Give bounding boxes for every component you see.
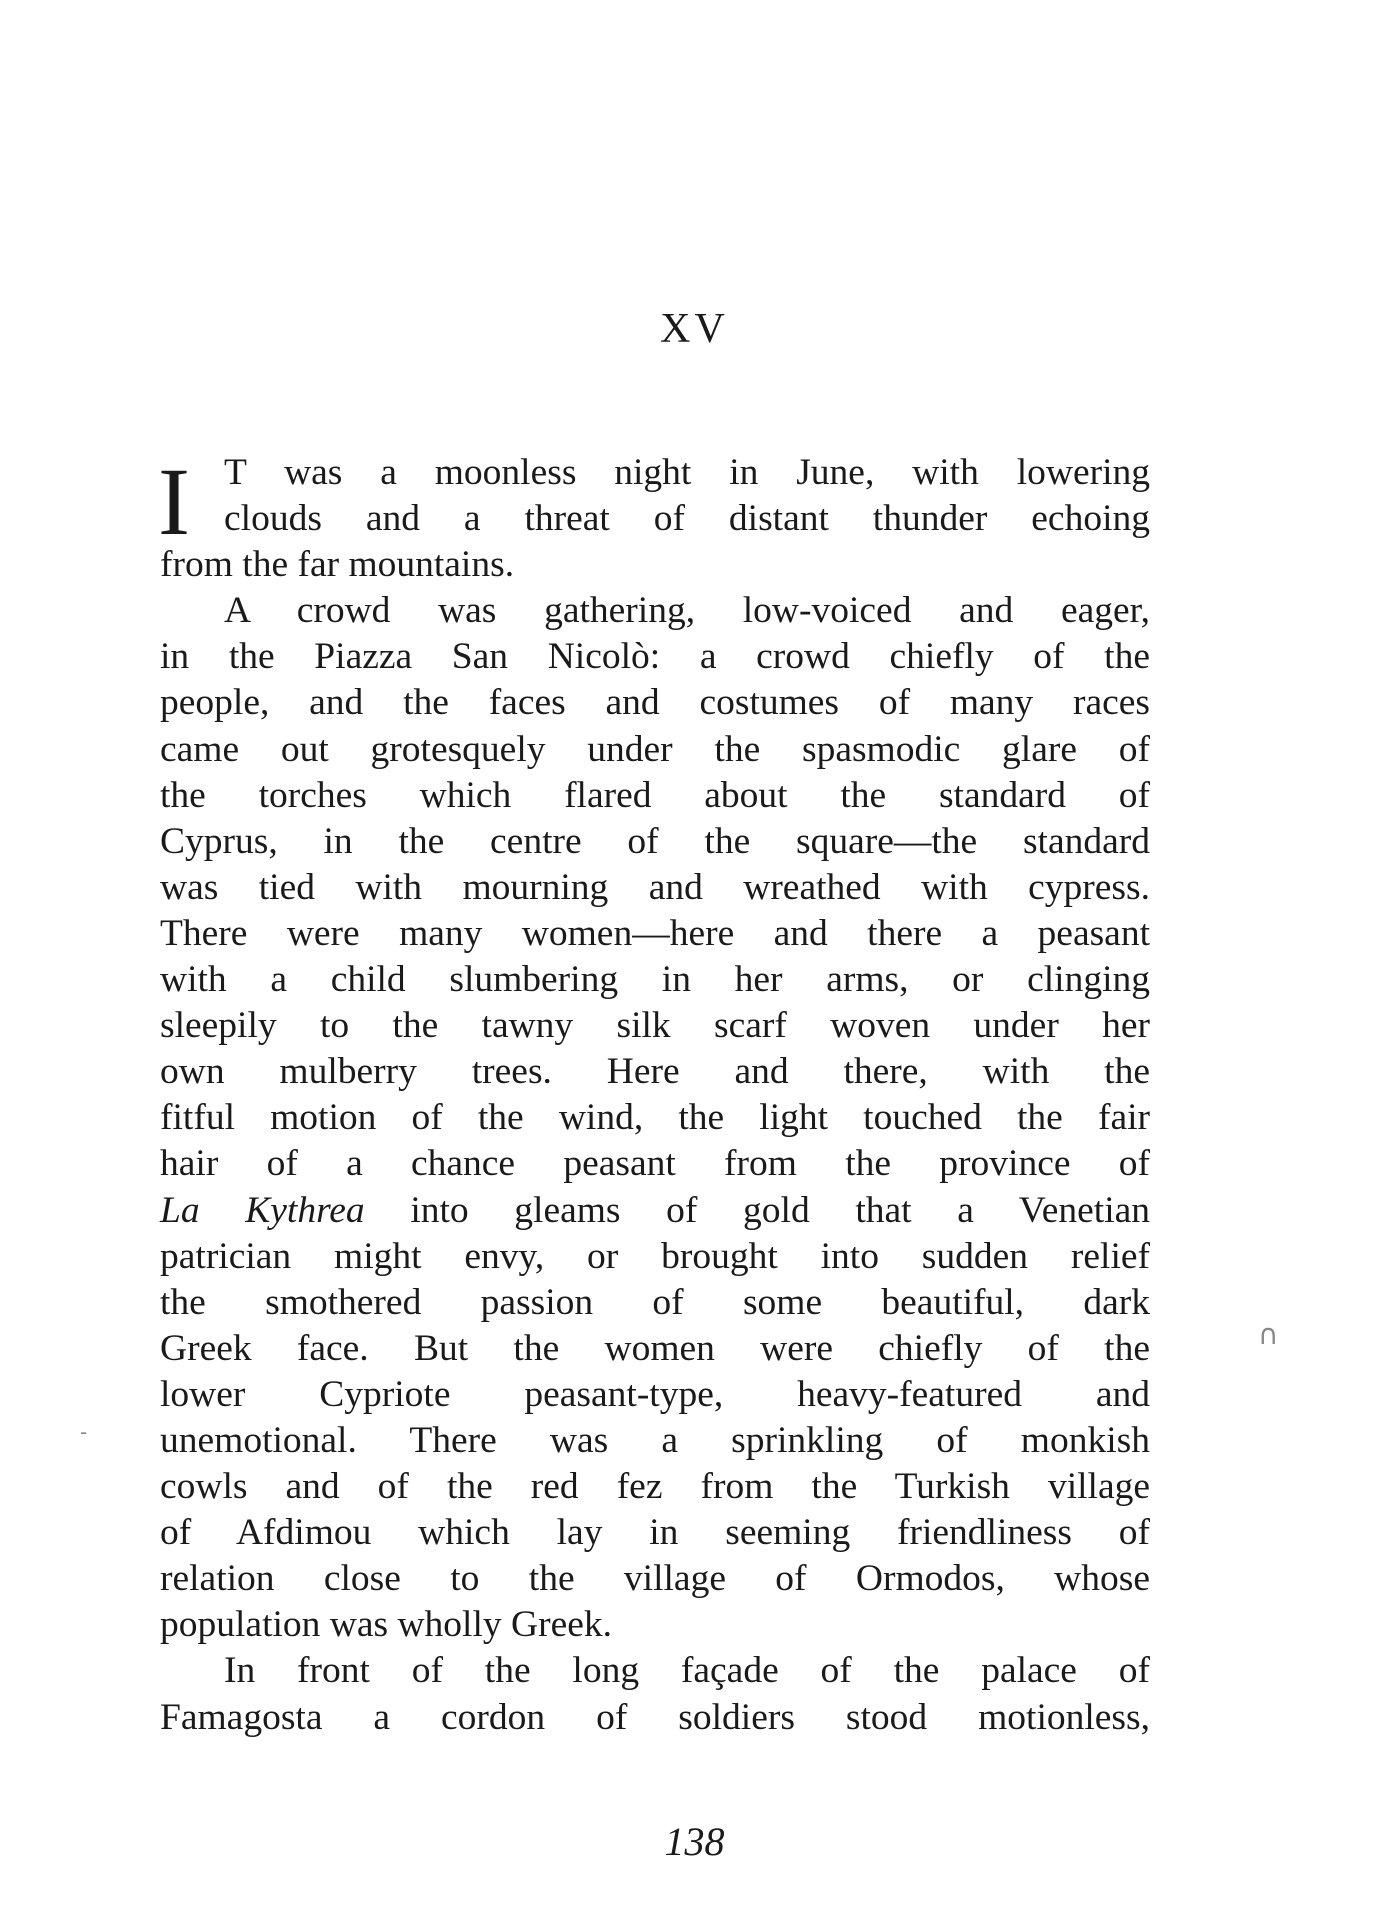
drop-cap: I: [158, 448, 190, 555]
scan-mark: ∩: [1258, 1318, 1279, 1351]
text-line: lower Cypriote peasant-type, heavy-featured and: [160, 1373, 1150, 1415]
text-line: In front of the long façade of the palace of: [224, 1650, 1150, 1692]
scan-mark: -: [80, 1420, 88, 1444]
text-line: hair of a chance peasant from the province of: [160, 1143, 1150, 1185]
text-line: of Afdimou which lay in seeming friendliness of: [160, 1512, 1150, 1554]
text-line: Famagosta a cordon of soldiers stood motionless,: [160, 1696, 1150, 1738]
text-line: T was a moonless night in June, with lowering: [224, 452, 1150, 493]
text-line: from the far mountains.: [160, 544, 515, 586]
text-line: with a child slumbering in her arms, or clinging: [160, 959, 1150, 1001]
body-text: [160, 450, 1150, 1741]
paragraph-2: [160, 588, 1150, 1648]
text-line: people, and the faces and costumes of many races: [160, 682, 1150, 724]
text-line: relation close to the village of Ormodos, whose: [160, 1558, 1150, 1600]
text-line: There were many women—here and there a peasant: [160, 912, 1150, 954]
text-line: cowls and of the red fez from the Turkish village: [160, 1466, 1150, 1508]
text-line: the smothered passion of some beautiful, dark: [160, 1281, 1150, 1323]
text-line: in the Piazza San Nicolò: a crowd chiefly of the: [160, 636, 1150, 678]
text-fragment: into gleams of gold that a Venetian: [410, 1189, 1151, 1231]
text-line: population was wholly Greek.: [160, 1604, 612, 1646]
paragraph-3: [160, 1648, 1150, 1740]
text-line: sleepily to the tawny silk scarf woven under her: [160, 1005, 1150, 1047]
page-number: 138: [664, 1819, 725, 1864]
text-line: came out grotesquely under the spasmodic glare of: [160, 728, 1150, 770]
text-line: was tied with mourning and wreathed with cypress.: [160, 866, 1150, 908]
text-line: the torches which flared about the standard of: [160, 774, 1150, 816]
text-line: fitful motion of the wind, the light touched the fair: [160, 1097, 1150, 1139]
text-line: own mulberry trees. Here and there, with the: [160, 1051, 1150, 1093]
text-line: clouds and a threat of distant thunder echoing: [224, 498, 1150, 540]
italic-place-name: La Kythrea: [160, 1189, 365, 1231]
text-line: Greek face. But the women were chiefly of the: [160, 1327, 1150, 1369]
chapter-heading: XV: [660, 306, 729, 352]
text-line: unemotional. There was a sprinkling of monkish: [160, 1419, 1150, 1461]
paragraph-1: [160, 450, 1150, 588]
text-line: A crowd was gathering, low-voiced and eager,: [224, 590, 1150, 632]
text-line: patrician might envy, or brought into sudden relief: [160, 1235, 1150, 1277]
text-line: Cyprus, in the centre of the square—the standard: [160, 820, 1150, 862]
text-line-with-italic: [160, 1188, 1150, 1234]
